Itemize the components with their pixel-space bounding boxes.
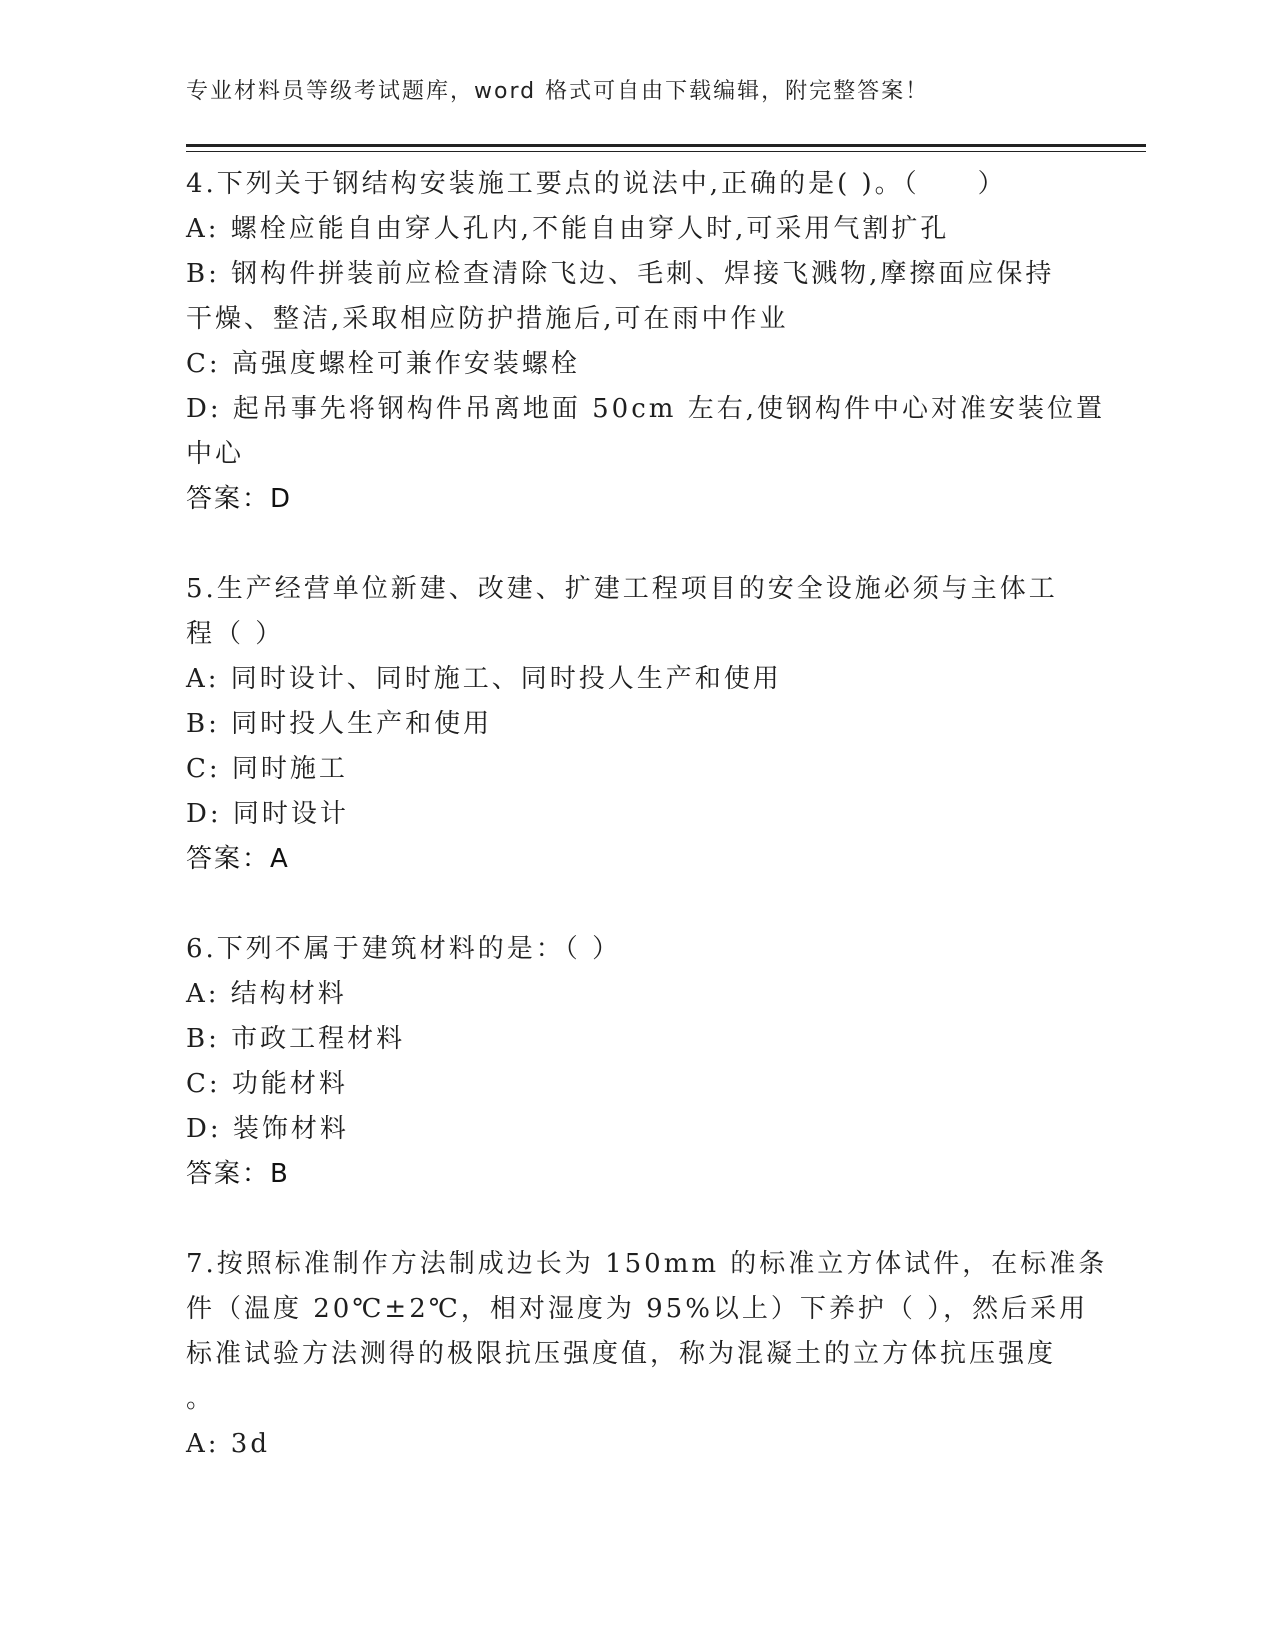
question-5 xyxy=(186,567,1066,882)
answer: 答案：B xyxy=(186,1159,290,1189)
option-d: D: 起吊事先将钢构件吊离地面 50cm 左右,使钢构件中心对准安装位置 xyxy=(186,394,1105,424)
question-7 xyxy=(186,1242,1108,1467)
option-c: C: 同时施工 xyxy=(186,754,348,784)
option-a: A: 螺栓应能自由穿人孔内,不能自由穿人时,可采用气割扩孔 xyxy=(186,214,950,244)
answer: 答案：D xyxy=(186,484,293,514)
question-list xyxy=(186,162,1108,1467)
spacer xyxy=(186,882,1066,927)
page-header: 专业材料员等级考试题库，word 格式可自由下载编辑，附完整答案！ xyxy=(186,79,930,104)
question-stem-continued: 程（ ） xyxy=(186,619,285,649)
option-b: B: 同时投人生产和使用 xyxy=(186,709,493,739)
question-stem-continued: 件（温度 20℃±2℃，相对湿度为 95%以上）下养护（ ），然后采用 xyxy=(186,1294,1089,1324)
option-b: B: 钢构件拼装前应检查清除飞边、毛刺、焊接飞溅物,摩擦面应保持 xyxy=(186,259,1055,289)
option-a: A: 结构材料 xyxy=(186,979,347,1009)
question-stem: 4.下列关于钢结构安装施工要点的说法中,正确的是( )。（ ） xyxy=(186,169,1007,199)
option-c: C: 功能材料 xyxy=(186,1069,348,1099)
spacer xyxy=(186,522,1066,567)
spacer xyxy=(186,1197,1066,1242)
option-d-continued: 中心 xyxy=(186,439,245,469)
question-stem: 7.按照标准制作方法制成边长为 150mm 的标准立方体试件，在标准条 xyxy=(186,1249,1108,1279)
header-rule-thin xyxy=(186,151,1146,152)
option-a: A: 3d xyxy=(186,1429,270,1459)
option-c: C: 高强度螺栓可兼作安装螺栓 xyxy=(186,349,580,379)
option-d: D: 装饰材料 xyxy=(186,1114,349,1144)
question-4 xyxy=(186,162,1105,522)
question-6 xyxy=(186,927,1066,1197)
question-stem-continued: 标准试验方法测得的极限抗压强度值，称为混凝土的立方体抗压强度 xyxy=(186,1339,1057,1369)
question-stem: 6.下列不属于建筑材料的是：（ ） xyxy=(186,934,622,964)
option-b: B: 市政工程材料 xyxy=(186,1024,406,1054)
option-b-continued: 干燥、整洁,采取相应防护措施后,可在雨中作业 xyxy=(186,304,789,334)
answer: 答案：A xyxy=(186,844,290,874)
question-stem-continued: 。 xyxy=(186,1384,216,1414)
question-stem: 5.生产经营单位新建、改建、扩建工程项目的安全设施必须与主体工 xyxy=(186,574,1058,604)
option-a: A: 同时设计、同时施工、同时投人生产和使用 xyxy=(186,664,782,694)
header-rule-thick xyxy=(186,144,1146,147)
option-d: D: 同时设计 xyxy=(186,799,349,829)
